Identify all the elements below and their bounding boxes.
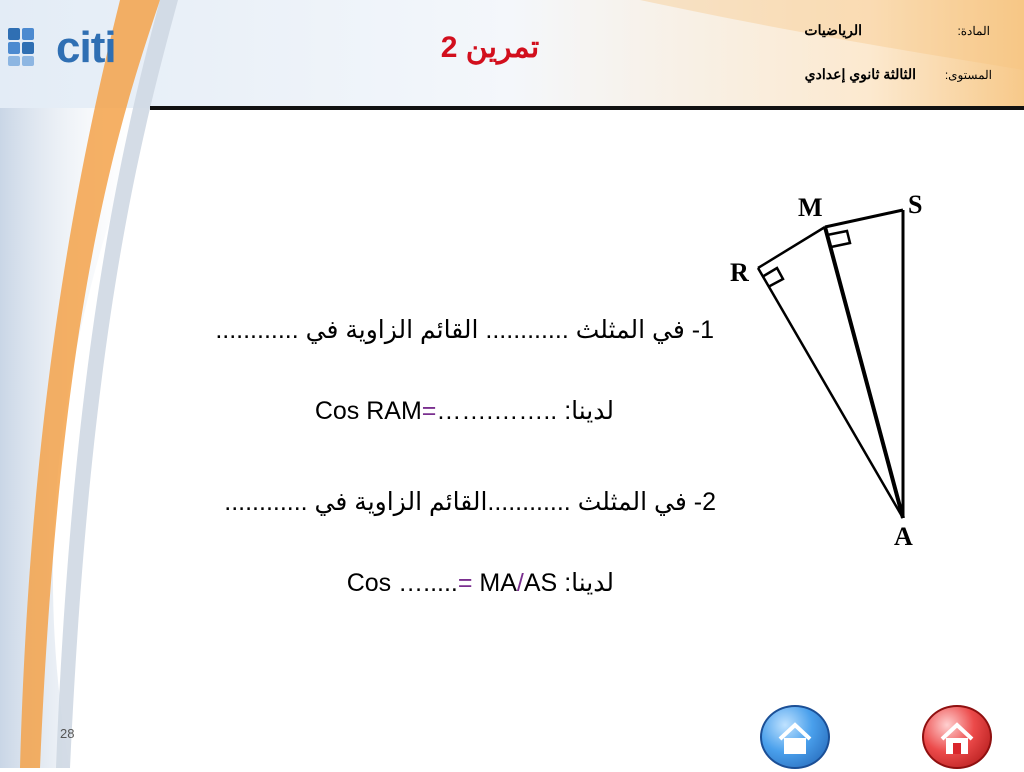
q1-formula-prefix: لدينا: [564, 397, 614, 425]
point-label-R: R [730, 258, 749, 287]
point-label-S: S [908, 190, 923, 219]
question-1-line: 1- في المثلث ............ القائم الزاوية في ............ [215, 316, 714, 344]
logo-squares-icon [6, 26, 50, 70]
q2-formula-ratio-a: MA [479, 569, 517, 597]
segment-RA [758, 268, 903, 518]
triangle-figure [700, 180, 940, 560]
right-angle-R [762, 268, 783, 287]
q2-formula-term: Cos …..... [346, 569, 458, 597]
home-icon [762, 707, 828, 767]
q2-formula-prefix: لدينا: [564, 569, 614, 597]
level-label: المستوى: [944, 68, 992, 82]
q1-formula-dots: …….…….. [436, 397, 565, 425]
header-divider [150, 106, 1024, 110]
subject-value: الرياضيات [804, 22, 862, 38]
segment-SM [825, 210, 903, 227]
exercise-title: تمرين 2 [440, 31, 540, 64]
point-label-M: M [798, 193, 823, 222]
q2-formula-ratio-b: AS [523, 569, 558, 597]
logo-text: citi [56, 23, 116, 72]
home-button[interactable] [760, 705, 830, 769]
question-1-formula [315, 396, 614, 426]
segment-MA [825, 227, 903, 518]
page-number: 28 [60, 726, 75, 741]
level-value: الثالثة ثانوي إعدادي [804, 66, 916, 82]
subject-label: المادة: [957, 24, 990, 38]
exit-button[interactable] [922, 705, 992, 769]
citi-logo [6, 18, 126, 72]
q1-formula-equals: = [421, 397, 437, 425]
exit-icon [924, 707, 990, 767]
question-2-formula [347, 568, 614, 598]
segment-MR [758, 227, 825, 268]
q1-formula-term: Cos RAM [314, 397, 422, 425]
q2-formula-equals: = [457, 569, 473, 597]
question-2-line: 2- في المثلث ............القائم الزاوية في ............ [224, 488, 716, 516]
q2-formula-slash: / [516, 569, 524, 597]
point-label-A: A [894, 522, 913, 551]
